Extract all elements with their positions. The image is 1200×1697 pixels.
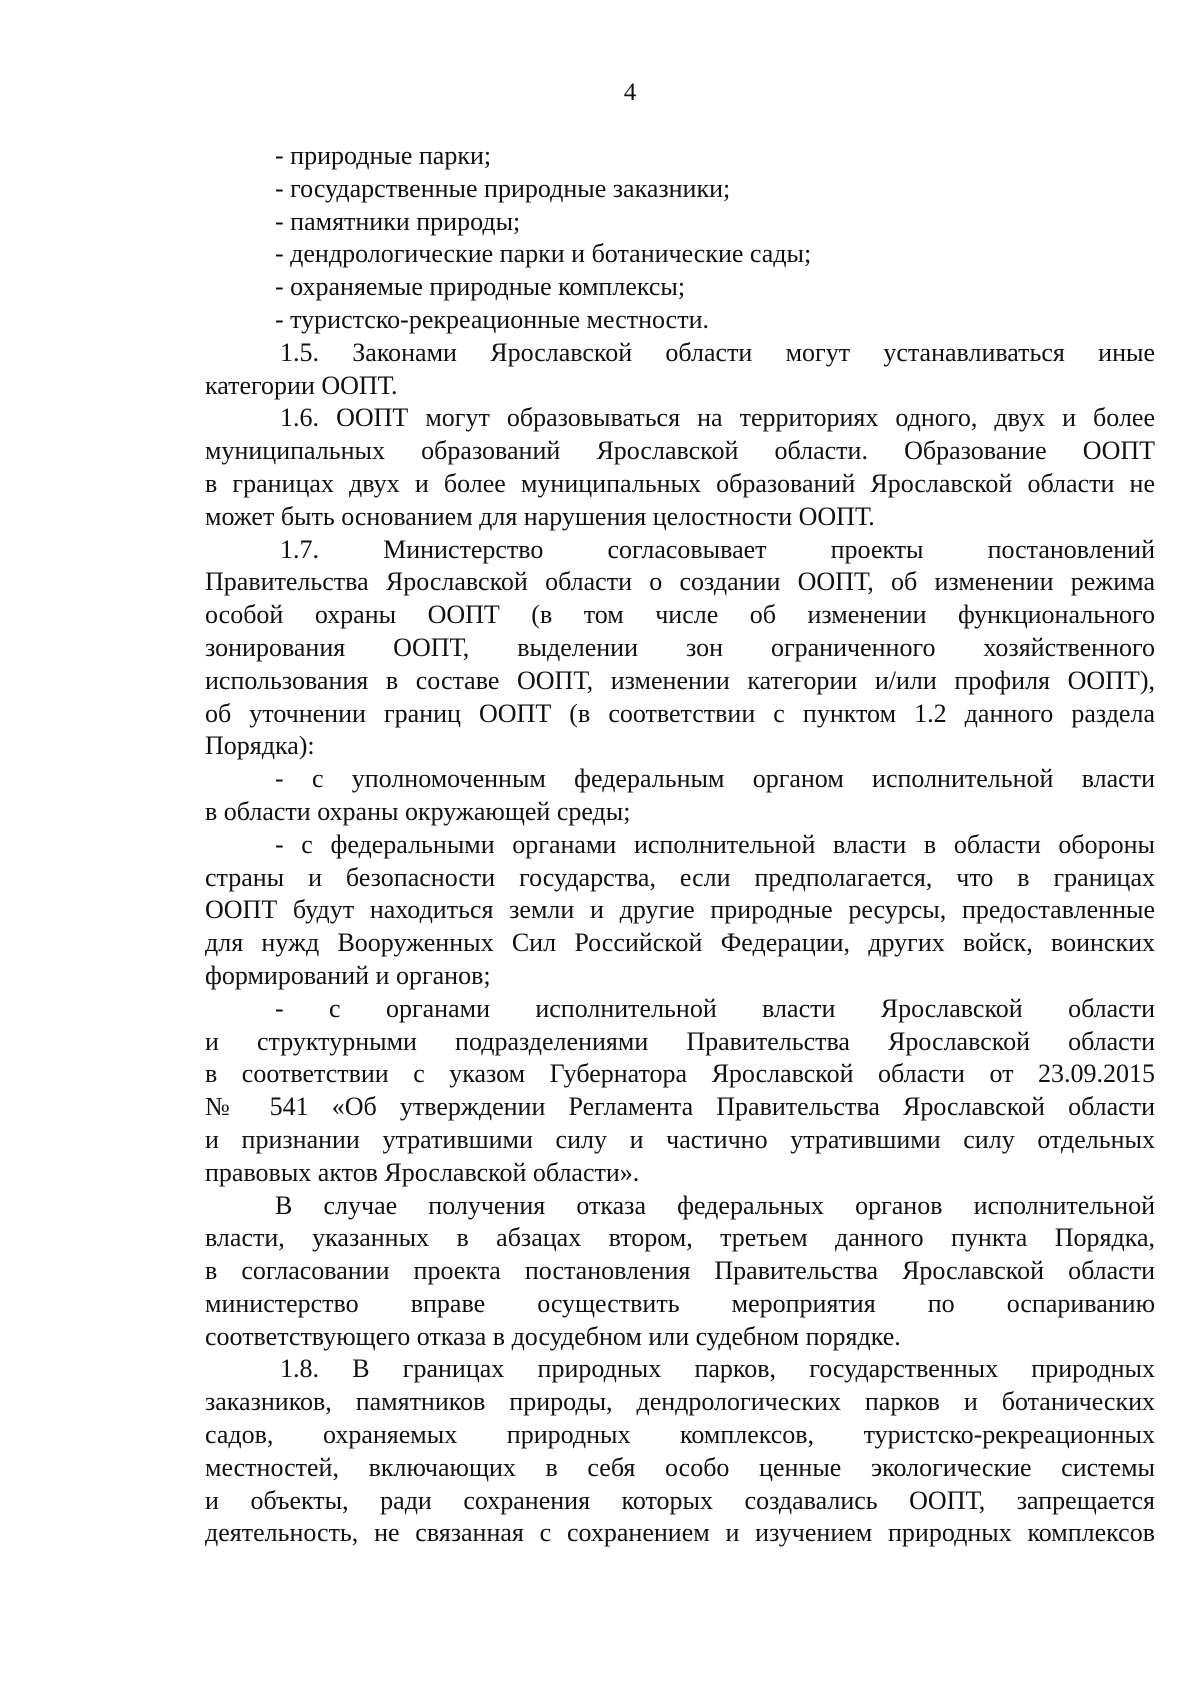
text-line: В случае получения отказа федеральных органов исполнительной [275, 1190, 1155, 1220]
text-line: Порядка): [205, 731, 315, 761]
text-line: местностей, включающих в себя особо ценные экологические системы [205, 1452, 1155, 1482]
text-line: - охраняемые природные комплексы; [275, 272, 686, 302]
text-line: - государственные природные заказники; [275, 173, 731, 203]
text-line: в границах двух и более муниципальных образований Ярославской области не [205, 468, 1155, 498]
text-line: - туристско-рекреационные местности. [275, 304, 709, 334]
text-line: особой охраны ООПТ (в том числе об изменении функционального [205, 600, 1155, 630]
text-line: Правительства Ярославской области о создании ООПТ, об изменении режима [205, 567, 1155, 597]
text-line: власти, указанных в абзацах втором, третьем данного пункта Порядка, [205, 1223, 1155, 1253]
text-line: зонирования ООПТ, выделении зон ограниченного хозяйственного [205, 632, 1155, 662]
text-line: - с органами исполнительной власти Ярославской области [275, 993, 1155, 1023]
text-line: - дендрологические парки и ботанические сады; [275, 239, 812, 269]
text-line: - с федеральными органами исполнительной власти в области обороны [275, 829, 1155, 859]
text-line: в соответствии с указом Губернатора Ярославской области от 23.09.2015 [205, 1059, 1155, 1089]
text-line: 1.6. ООПТ могут образовываться на территориях одного, двух и более [280, 403, 1155, 433]
text-line: категории ООПТ. [205, 370, 398, 400]
text-line: заказников, памятников природы, дендрологических парков и ботанических [205, 1387, 1155, 1417]
text-line: - с уполномоченным федеральным органом исполнительной власти [275, 764, 1155, 794]
text-line: ООПТ будут находиться земли и другие природные ресурсы, предоставленные [205, 895, 1155, 925]
text-line: 1.7. Министерство согласовывает проекты постановлений [280, 534, 1155, 564]
text-line: - памятники природы; [275, 206, 521, 236]
text-line: 1.5. Законами Ярославской области могут устанавливаться иные [280, 337, 1155, 367]
text-line: и признании утратившими силу и частично утратившими силу отдельных [205, 1124, 1155, 1154]
text-line: - природные парки; [275, 141, 492, 170]
text-line: садов, охраняемых природных комплексов, туристско-рекреационных [205, 1420, 1155, 1450]
text-line: муниципальных образований Ярославской области. Образование ООПТ [205, 436, 1155, 466]
text-line: в области охраны окружающей среды; [205, 796, 631, 826]
text-line: и объекты, ради сохранения которых создавались ООПТ, запрещается [205, 1485, 1155, 1515]
text-line: для нужд Вооруженных Сил Российской Федерации, других войск, воинских [205, 928, 1155, 958]
text-line: в согласовании проекта постановления Правительства Ярославской области [205, 1256, 1155, 1286]
text-line: соответствующего отказа в досудебном или судебном порядке. [205, 1321, 901, 1351]
text-line: формирований и органов; [205, 960, 491, 990]
text-line: № 541 «Об утверждении Регламента Правительства Ярославской области [205, 1092, 1155, 1122]
text-line: использования в составе ООПТ, изменении категории и/или профиля ООПТ), [205, 665, 1155, 695]
text-line: министерство вправе осуществить мероприятия по оспариванию [205, 1288, 1155, 1318]
text-line: деятельность, не связанная с сохранением и изучением природных комплексов [205, 1518, 1155, 1548]
text-line: может быть основанием для нарушения целостности ООПТ. [205, 501, 875, 531]
text-line: и структурными подразделениями Правительства Ярославской области [205, 1026, 1155, 1056]
text-line: 1.8. В границах природных парков, государственных природных [280, 1354, 1155, 1384]
page-number: 4 [623, 79, 637, 106]
text-line: правовых актов Ярославской области». [205, 1157, 640, 1187]
text-line: об уточнении границ ООПТ (в соответствии с пунктом 1.2 данного раздела [205, 698, 1155, 728]
text-line: страны и безопасности государства, если предполагается, что в границах [205, 862, 1155, 892]
document-body [205, 140, 1155, 1550]
